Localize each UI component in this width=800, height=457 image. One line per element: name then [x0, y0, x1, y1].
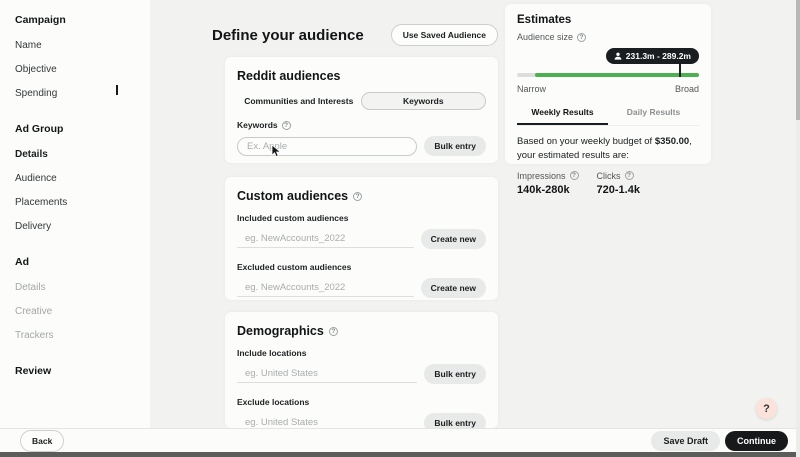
slider-labels — [517, 84, 699, 94]
excluded-custom-audiences-row — [237, 278, 486, 298]
sidebar-item-campaign-name[interactable]: Name — [15, 40, 42, 51]
keywords-field-label — [237, 120, 486, 130]
slider-fill — [535, 73, 699, 77]
back-button[interactable]: Back — [20, 430, 64, 452]
save-draft-button[interactable]: Save Draft — [651, 431, 720, 451]
estimates-heading: Estimates — [517, 14, 572, 26]
impressions-value: 140k-280k — [517, 183, 570, 196]
custom-audiences-heading-text: Custom audiences — [237, 189, 349, 203]
audience-type-tabs — [237, 92, 486, 110]
audience-size-badge-row — [517, 44, 699, 68]
sidebar-item-delivery[interactable]: Delivery — [15, 221, 52, 232]
included-custom-audiences-label: Included custom audiences — [237, 213, 349, 223]
audience-size-label-text: Audience size — [517, 32, 574, 42]
exclude-locations-bulk-entry-button[interactable]: Bulk entry — [424, 413, 486, 433]
demographics-heading-text: Demographics — [237, 324, 324, 338]
help-button[interactable]: ? — [756, 398, 777, 419]
sidebar-section-campaign: Campaign — [15, 14, 66, 26]
custom-audiences-card — [225, 177, 498, 300]
sidebar-item-objective[interactable]: Objective — [15, 64, 57, 75]
sidebar-item-creative[interactable]: Creative — [15, 306, 53, 317]
sidebar-item-spending[interactable]: Spending — [15, 88, 58, 99]
page-title: Define your audience — [212, 26, 364, 44]
results-period-tabs — [517, 103, 699, 126]
sidebar-section-ad: Ad — [15, 256, 29, 268]
estimates-panel — [505, 4, 711, 196]
keywords-bulk-entry-button[interactable]: Bulk entry — [424, 136, 486, 156]
budget-summary-text — [517, 135, 699, 163]
page-scrollbar[interactable] — [796, 0, 800, 457]
audience-size-slider — [517, 68, 699, 82]
wizard-sidebar — [0, 0, 150, 428]
help-icon[interactable]: ? — [570, 171, 579, 180]
demographics-heading — [237, 324, 486, 338]
continue-button[interactable]: Continue — [725, 431, 788, 451]
include-locations-label: Include locations — [237, 348, 307, 358]
tab-communities-and-interests[interactable]: Communities and Interests — [244, 96, 354, 106]
budget-summary-prefix: Based on your weekly budget of — [517, 136, 655, 147]
help-icon[interactable]: ? — [353, 192, 362, 201]
use-saved-audience-button[interactable]: Use Saved Audience — [391, 24, 498, 46]
page-header — [212, 24, 498, 46]
help-icon[interactable]: ? — [577, 33, 586, 42]
tab-keywords[interactable]: Keywords — [361, 92, 487, 110]
reddit-audiences-heading: Reddit audiences — [237, 69, 341, 83]
sidebar-item-ad-details[interactable]: Details — [15, 282, 46, 293]
demographics-card — [225, 312, 498, 428]
impressions-label-text: Impressions — [517, 170, 566, 181]
keywords-input[interactable] — [237, 137, 417, 156]
keywords-label-text: Keywords — [237, 120, 278, 130]
sidebar-section-ad-group: Ad Group — [15, 123, 64, 135]
tab-weekly-results[interactable]: Weekly Results — [517, 103, 608, 125]
footer-bar — [0, 428, 800, 452]
reddit-audiences-card — [225, 57, 498, 163]
text-cursor-icon — [116, 85, 118, 95]
exclude-locations-label: Exclude locations — [237, 397, 310, 407]
slider-broad-label: Broad — [674, 84, 699, 94]
slider-narrow-label: Narrow — [517, 84, 547, 94]
included-create-new-button[interactable]: Create new — [421, 229, 486, 249]
footer-actions — [651, 431, 788, 451]
included-custom-audiences-row — [237, 229, 486, 249]
budget-amount: $350.00 — [654, 136, 690, 147]
clicks-label — [597, 171, 640, 181]
estimated-metrics — [517, 171, 699, 196]
sidebar-item-adgroup-details[interactable]: Details — [15, 149, 48, 160]
excluded-custom-audiences-input[interactable] — [237, 279, 414, 297]
tab-daily-results[interactable]: Daily Results — [626, 107, 681, 117]
keywords-input-row — [237, 136, 486, 156]
include-locations-input[interactable] — [237, 365, 417, 383]
help-icon[interactable]: ? — [625, 171, 634, 180]
slider-marker — [679, 62, 681, 77]
impressions-metric — [517, 171, 579, 196]
clicks-value: 720-1.4k — [596, 183, 640, 196]
audience-size-badge — [606, 48, 699, 64]
help-icon[interactable]: ? — [282, 121, 291, 130]
audience-size-label — [517, 32, 699, 42]
excluded-custom-audiences-label: Excluded custom audiences — [237, 262, 352, 272]
custom-audiences-heading — [237, 189, 486, 203]
people-icon — [614, 52, 622, 60]
include-locations-row — [237, 364, 486, 384]
sidebar-item-trackers[interactable]: Trackers — [15, 330, 54, 341]
audience-size-value: 231.3m - 289.2m — [625, 51, 691, 61]
clicks-metric — [597, 171, 640, 196]
included-custom-audiences-input[interactable] — [237, 230, 414, 248]
help-icon[interactable]: ? — [329, 327, 338, 336]
impressions-label — [517, 171, 579, 181]
budget-summary-suffix: , your estimated results are: — [517, 136, 692, 161]
sidebar-item-audience[interactable]: Audience — [15, 173, 57, 184]
excluded-create-new-button[interactable]: Create new — [421, 278, 486, 298]
bottom-edge-strip — [0, 452, 800, 457]
sidebar-section-review[interactable]: Review — [15, 365, 52, 377]
scrollbar-thumb[interactable] — [796, 0, 800, 120]
clicks-label-text: Clicks — [596, 170, 621, 181]
sidebar-item-placements[interactable]: Placements — [15, 197, 68, 208]
include-locations-bulk-entry-button[interactable]: Bulk entry — [424, 364, 486, 384]
